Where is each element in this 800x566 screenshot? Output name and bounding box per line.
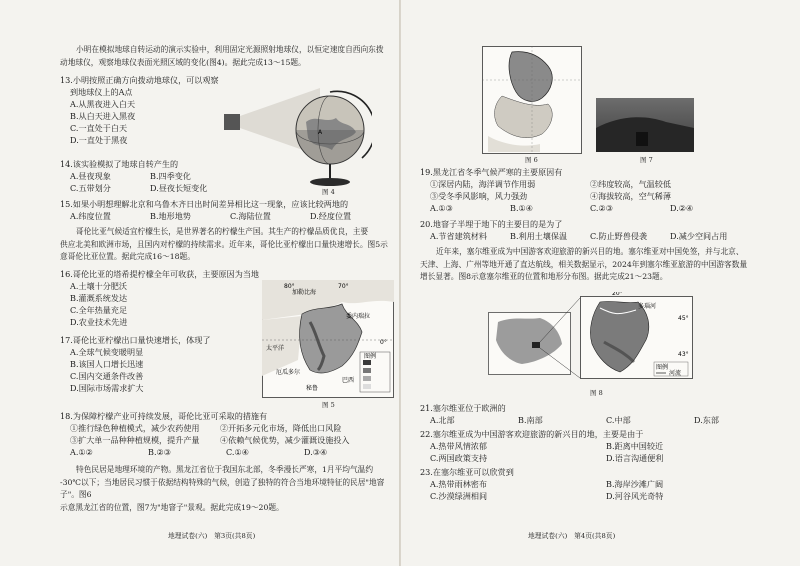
question-16: 16.哥伦比亚的塔希提柠檬全年可收获，主要原因为当地 A.土壤十分肥沃 B.灌溉系统发达 C.全年热量充足 D.农业技术先进	[60, 269, 260, 327]
q15-option-c: C.海陆位置	[230, 211, 271, 221]
q18-statement-1: ①推行绿色种植模式，减少农药使用	[70, 423, 200, 433]
q23-option-a: A.热带雨林密布	[430, 479, 487, 489]
q14-option-d: D.昼夜长短变化	[150, 183, 208, 193]
q13-option-c: C.一直处于白天	[70, 123, 128, 133]
q19-answer-d: D.②④	[670, 203, 694, 213]
q20-option-c: C.防止野兽侵袭	[590, 231, 648, 241]
q13-option-b: B.从白天进入黑夜	[70, 111, 136, 121]
question-15: 15.如果小明想理解北京和乌鲁木齐日出时间差异相比这一现象，应该比较两地的 A.纬度位置 B.地形地势 C.海陆位置 D.经度位置	[60, 199, 352, 221]
q21-option-c: C.中部	[606, 415, 631, 425]
svg-text:43°: 43°	[678, 351, 689, 358]
question-18: 18.为保障柠檬产业可持续发展，哥伦比亚可采取的措施有 ①推行绿色种植模式，减少农药使用 ②开拓多元化市场，降低出口风险 ③扩大单一品种种植规模，提升产量 ④依赖气候优势，减少灌溉设施投入 A.①② B.②③ C.①④ D.③④	[60, 411, 350, 457]
q21-option-d: D.东部	[694, 415, 719, 425]
svg-text:厄瓜多尔: 厄瓜多尔	[276, 369, 301, 376]
q16-option-b: B.灌溉系统发达	[70, 293, 128, 303]
q20-option-a: A.节省建筑材料	[430, 231, 487, 241]
q18-statement-3: ③扩大单一品种种植规模，提升产量	[70, 435, 200, 445]
q20-option-d: D.减少空间占用	[670, 231, 728, 241]
intro-passage: 小明在模拟地球自转运动的演示实验中，利用固定光源照射地球仪，以恒定速度自西向东拨 动地球仪，观察地球仪表面光照区域的变化(图4)。据此完成13～15题。	[60, 45, 384, 67]
q15-option-d: D.经度位置	[310, 211, 352, 221]
question-22: 22.塞尔维亚成为中国游客欢迎旅游的新兴目的地，主要是由于 A.热带风情浓郁 B.距离中国较近 C.两国政策支持 D.语言沟通便利	[420, 429, 664, 463]
q18-statement-4: ④依赖气候优势，减少灌溉设施投入	[220, 435, 350, 445]
q22-option-a: A.热带风情浓郁	[430, 441, 487, 451]
q18-answer-d: D.③④	[304, 447, 328, 457]
globe-night-side	[296, 130, 364, 164]
figure-4-globe	[222, 78, 372, 193]
svg-text:加勒比海: 加勒比海	[292, 289, 317, 296]
svg-text:0°: 0°	[380, 339, 387, 346]
q22-option-d: D.语言沟通便利	[606, 453, 664, 463]
question-21: 21.塞尔维亚位于欧洲的 A.北部 B.南部 C.中部 D.东部	[420, 403, 719, 425]
svg-text:80°: 80°	[284, 283, 295, 290]
figure-8-caption: 图 8	[590, 389, 603, 397]
q23-option-c: C.沙漠绿洲相间	[430, 491, 488, 501]
q22-option-c: C.两国政策支持	[430, 453, 488, 463]
q19-statement-1: ①深居内陆，海洋调节作用弱	[430, 179, 536, 189]
q18-answer-c: C.①④	[226, 447, 249, 457]
svg-text:45°: 45°	[678, 315, 689, 322]
figure-6-caption: 图 6	[525, 156, 538, 164]
q19-answer-c: C.②③	[590, 203, 613, 213]
q17-option-a: A.全球气候变暖明显	[70, 347, 144, 357]
svg-text:20°: 20°	[612, 292, 623, 297]
q13-option-a: A.从黑夜进入白天	[70, 99, 136, 109]
figure-5-colombia-map	[262, 280, 394, 398]
right-page-footer: 地理试卷(六) 第4页(共8页)	[528, 532, 616, 540]
heilongjiang-passage: 特色民居是地理环境的产物。黑龙江省位于我国东北部，冬季漫长严寒，1月平均气温约 -30℃以下；当地居民习惯于依据结构特殊的气候，创造了独特的符合当地环境特征的民居"地窨子"。图6 示意黑龙江省的位置，图7为"地窨子"景观。据此完成19～20题。	[60, 465, 385, 512]
q21-option-a: A.北部	[430, 415, 455, 425]
figure-7-diyinzi-photo	[596, 98, 694, 152]
question-17: 17.哥伦比亚柠檬出口量快速增长，体现了 A.全球气候变暖明显 B.该国人口增长迅速 C.国内交通条件改善 D.国际市场需求扩大	[60, 335, 211, 393]
q17-option-c: C.国内交通条件改善	[70, 371, 144, 381]
left-page-footer: 地理试卷(六) 第3页(共8页)	[168, 532, 256, 540]
q19-answer-b: B.①④	[510, 203, 534, 213]
svg-text:委内瑞拉: 委内瑞拉	[346, 313, 371, 320]
q20-option-b: B.利用土壤保温	[510, 231, 568, 241]
q13-option-d: D.一直处于黑夜	[70, 135, 128, 145]
figure-5-caption: 图 5	[322, 401, 335, 409]
question-23: 23.在塞尔维亚可以欣赏到 A.热带雨林密布 B.海岸沙滩广阔 C.沙漠绿洲相间 D.河谷风光奇特	[420, 467, 664, 501]
svg-text:秘鲁: 秘鲁	[306, 385, 319, 392]
q21-option-b: B.南部	[518, 415, 543, 425]
q16-option-d: D.农业技术先进	[70, 317, 128, 327]
q16-option-a: A.土壤十分肥沃	[70, 281, 127, 291]
q15-option-b: B.地形地势	[150, 211, 191, 221]
figure-7-caption: 图 7	[640, 156, 653, 164]
q19-answer-a: A.①③	[430, 203, 453, 213]
q23-option-b: B.海岸沙滩广阔	[606, 479, 664, 489]
q14-option-a: A.昼夜现象	[70, 171, 111, 181]
svg-text:70°: 70°	[338, 283, 349, 290]
globe-stand	[310, 178, 350, 186]
colombia-passage: 哥伦比亚气候适宜柠檬生长，是世界著名的柠檬生产国。其生产的柠檬品质优良，主要 供应北美和欧洲市场，且国内对柠檬的持续需求。近年来，哥伦比亚柠檬出口量快速增长。图5示 意哥伦比亚位置。据此完成16～18题。	[60, 227, 388, 261]
question-20: 20.地窨子半埋于地下的主要目的是为了 A.节省建筑材料 B.利用土壤保温 C.防止野兽侵袭 D.减少空间占用	[420, 219, 728, 241]
q23-option-d: D.河谷风光奇特	[606, 491, 664, 501]
q14-option-b: B.四季变化	[150, 171, 191, 181]
q17-option-d: D.国际市场需求扩大	[70, 383, 144, 393]
q19-statement-2: ②纬度较高，气温较低	[590, 179, 671, 189]
q22-option-b: B.距离中国较近	[606, 441, 664, 451]
q16-option-c: C.全年热量充足	[70, 305, 128, 315]
svg-text:巴西: 巴西	[342, 377, 355, 384]
figure-6-heilongjiang-map	[482, 46, 582, 154]
svg-text:河流: 河流	[669, 370, 682, 377]
q19-statement-4: ④海拔较高，空气稀薄	[590, 191, 671, 201]
svg-text:图例: 图例	[364, 353, 377, 360]
figure-4-caption: 图 4	[322, 188, 335, 196]
serbia-passage: 近年来，塞尔维亚成为中国游客欢迎旅游的新兴目的地。塞尔维亚对中国免签，并与北京、 天津、上海、广州等地开通了直达航线，相关数据显示，2024年到塞尔维亚旅游的中国游客数量 增长显著。图8示意塞尔维亚的位置和地形分布图。据此完成21～23题。	[420, 247, 748, 281]
q15-option-a: A.纬度位置	[70, 211, 111, 221]
svg-text:多瑙河: 多瑙河	[638, 303, 657, 310]
diyinzi-door	[636, 132, 648, 146]
serbia-locator	[532, 342, 540, 348]
q18-statement-2: ②开拓多元化市场，降低出口风险	[220, 423, 342, 433]
light-source-icon	[224, 114, 240, 130]
q17-option-b: B.该国人口增长迅速	[70, 359, 144, 369]
figure-8-serbia-map	[488, 292, 698, 384]
question-14: 14.该实验模拟了地球自转产生的 A.昼夜现象 B.四季变化 C.五带划分 D.昼夜长短变化	[60, 159, 208, 193]
q14-option-c: C.五带划分	[70, 183, 111, 193]
svg-text:图例: 图例	[656, 364, 669, 371]
svg-text:太平洋: 太平洋	[266, 345, 285, 352]
q18-answer-a: A.①②	[70, 447, 93, 457]
right-page	[400, 0, 800, 566]
q18-answer-b: B.②③	[148, 447, 172, 457]
question-19: 19.黑龙江省冬季气候严寒的主要原因有 ①深居内陆，海洋调节作用弱 ②纬度较高，气温较低 ③受冬季风影响，风力强劲 ④海拔较高，空气稀薄 A.①③ B.①④ C.②③ D.②④	[420, 167, 694, 213]
question-13: 13.小明按照正确方向拨动地球仪，可以观察 到地球仪上的A点 A.从黑夜进入白天 B.从白天进入黑夜 C.一直处于白天 D.一直处于黑夜	[60, 75, 219, 145]
point-a-label: A	[318, 129, 323, 136]
q19-statement-3: ③受冬季风影响，风力强劲	[430, 191, 528, 201]
